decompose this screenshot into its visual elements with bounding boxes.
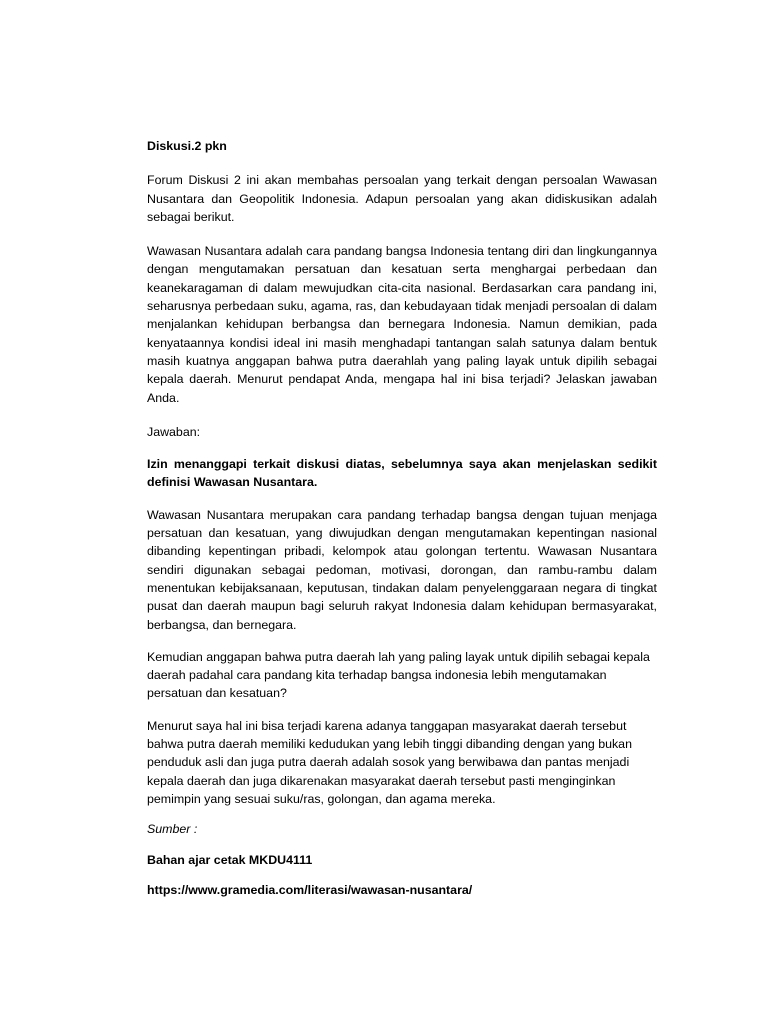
answer-label: Jawaban: — [147, 424, 201, 439]
answer-opinion: Menurut saya hal ini bisa terjadi karena adanya tanggapan masyarakat daerah tersebut bahwa putra daerah memiliki kedudukan yang lebih tinggi dibanding dengan yang bukan penduduk asli dan juga putra daerah adalah sosok yang berwibawa dan pantas menjadi kepala daerah dan juga dikarenakan masyarakat daerah tersebut pasti menginginkan pemimpin yang sesuai suku/ras, golongan, dan agama mereka. — [147, 718, 632, 806]
document-title: Diskusi.2 pkn — [147, 139, 227, 153]
answer-intro: Izin menanggapi terkait diskusi diatas, sebelumnya saya akan menjelaskan sedikit definisi Wawasan Nusantara. — [147, 457, 657, 490]
source-item-2[interactable]: https://www.gramedia.com/literasi/wawasan-nusantara/ — [147, 882, 473, 897]
answer-definition: Wawasan Nusantara merupakan cara pandang terhadap bangsa dengan tujuan menjaga persatuan dan kesatuan, yang diwujudkan dengan mengutamakan kepentingan nasional dibanding kepentingan pribadi, kelompok atau golongan tertentu. Wawasan Nusantara sendiri digunakan sebagai pedoman, motivasi, dorongan, dan rambu-rambu dalam menentukan kebijaksanaan, keputusan, tindakan dalam penyelenggaraan negara di tingkat pusat dan daerah maupun bagi seluruh rakyat Indonesia dalam kehidupan bermasyarakat, berbangsa, dan bernegara. — [147, 507, 657, 632]
sources-label: Sumber : — [147, 822, 198, 837]
document-page — [147, 137, 657, 899]
intro-paragraph: Forum Diskusi 2 ini akan membahas persoalan yang terkait dengan persoalan Wawasan Nusantara dan Geopolitik Indonesia. Adapun persoalan yang akan didiskusikan adalah sebagai berikut. — [147, 173, 657, 224]
question-paragraph: Wawasan Nusantara adalah cara pandang bangsa Indonesia tentang diri dan lingkungannya dengan mengutamakan persatuan dan kesatuan serta menghargai perbedaan dan keanekaragaman di dalam mewujudkan cita-cita nasional. Berdasarkan cara pandang ini, seharusnya perbedaan suku, agama, ras, dan kebudayaan tidak menjadi persoalan di dalam menjalankan kehidupan berbangsa dan bernegara Indonesia. Namun demikian, pada kenyataannya kondisi ideal ini masih menghadapi tantangan salah satunya dalam bentuk masih kuatnya anggapan bahwa putra daerahlah yang paling layak untuk dipilih sebagai kepala daerah. Menurut pendapat Anda, mengapa hal ini bisa terjadi? Jelaskan jawaban Anda. — [147, 244, 657, 405]
source-item-1: Bahan ajar cetak MKDU4111 — [147, 852, 313, 867]
answer-question: Kemudian anggapan bahwa putra daerah lah yang paling layak untuk dipilih sebagai kepala daerah padahal cara pandang kita terhadap bangsa indonesia lebih mengutamakan persatuan dan kesatuan? — [147, 649, 650, 701]
